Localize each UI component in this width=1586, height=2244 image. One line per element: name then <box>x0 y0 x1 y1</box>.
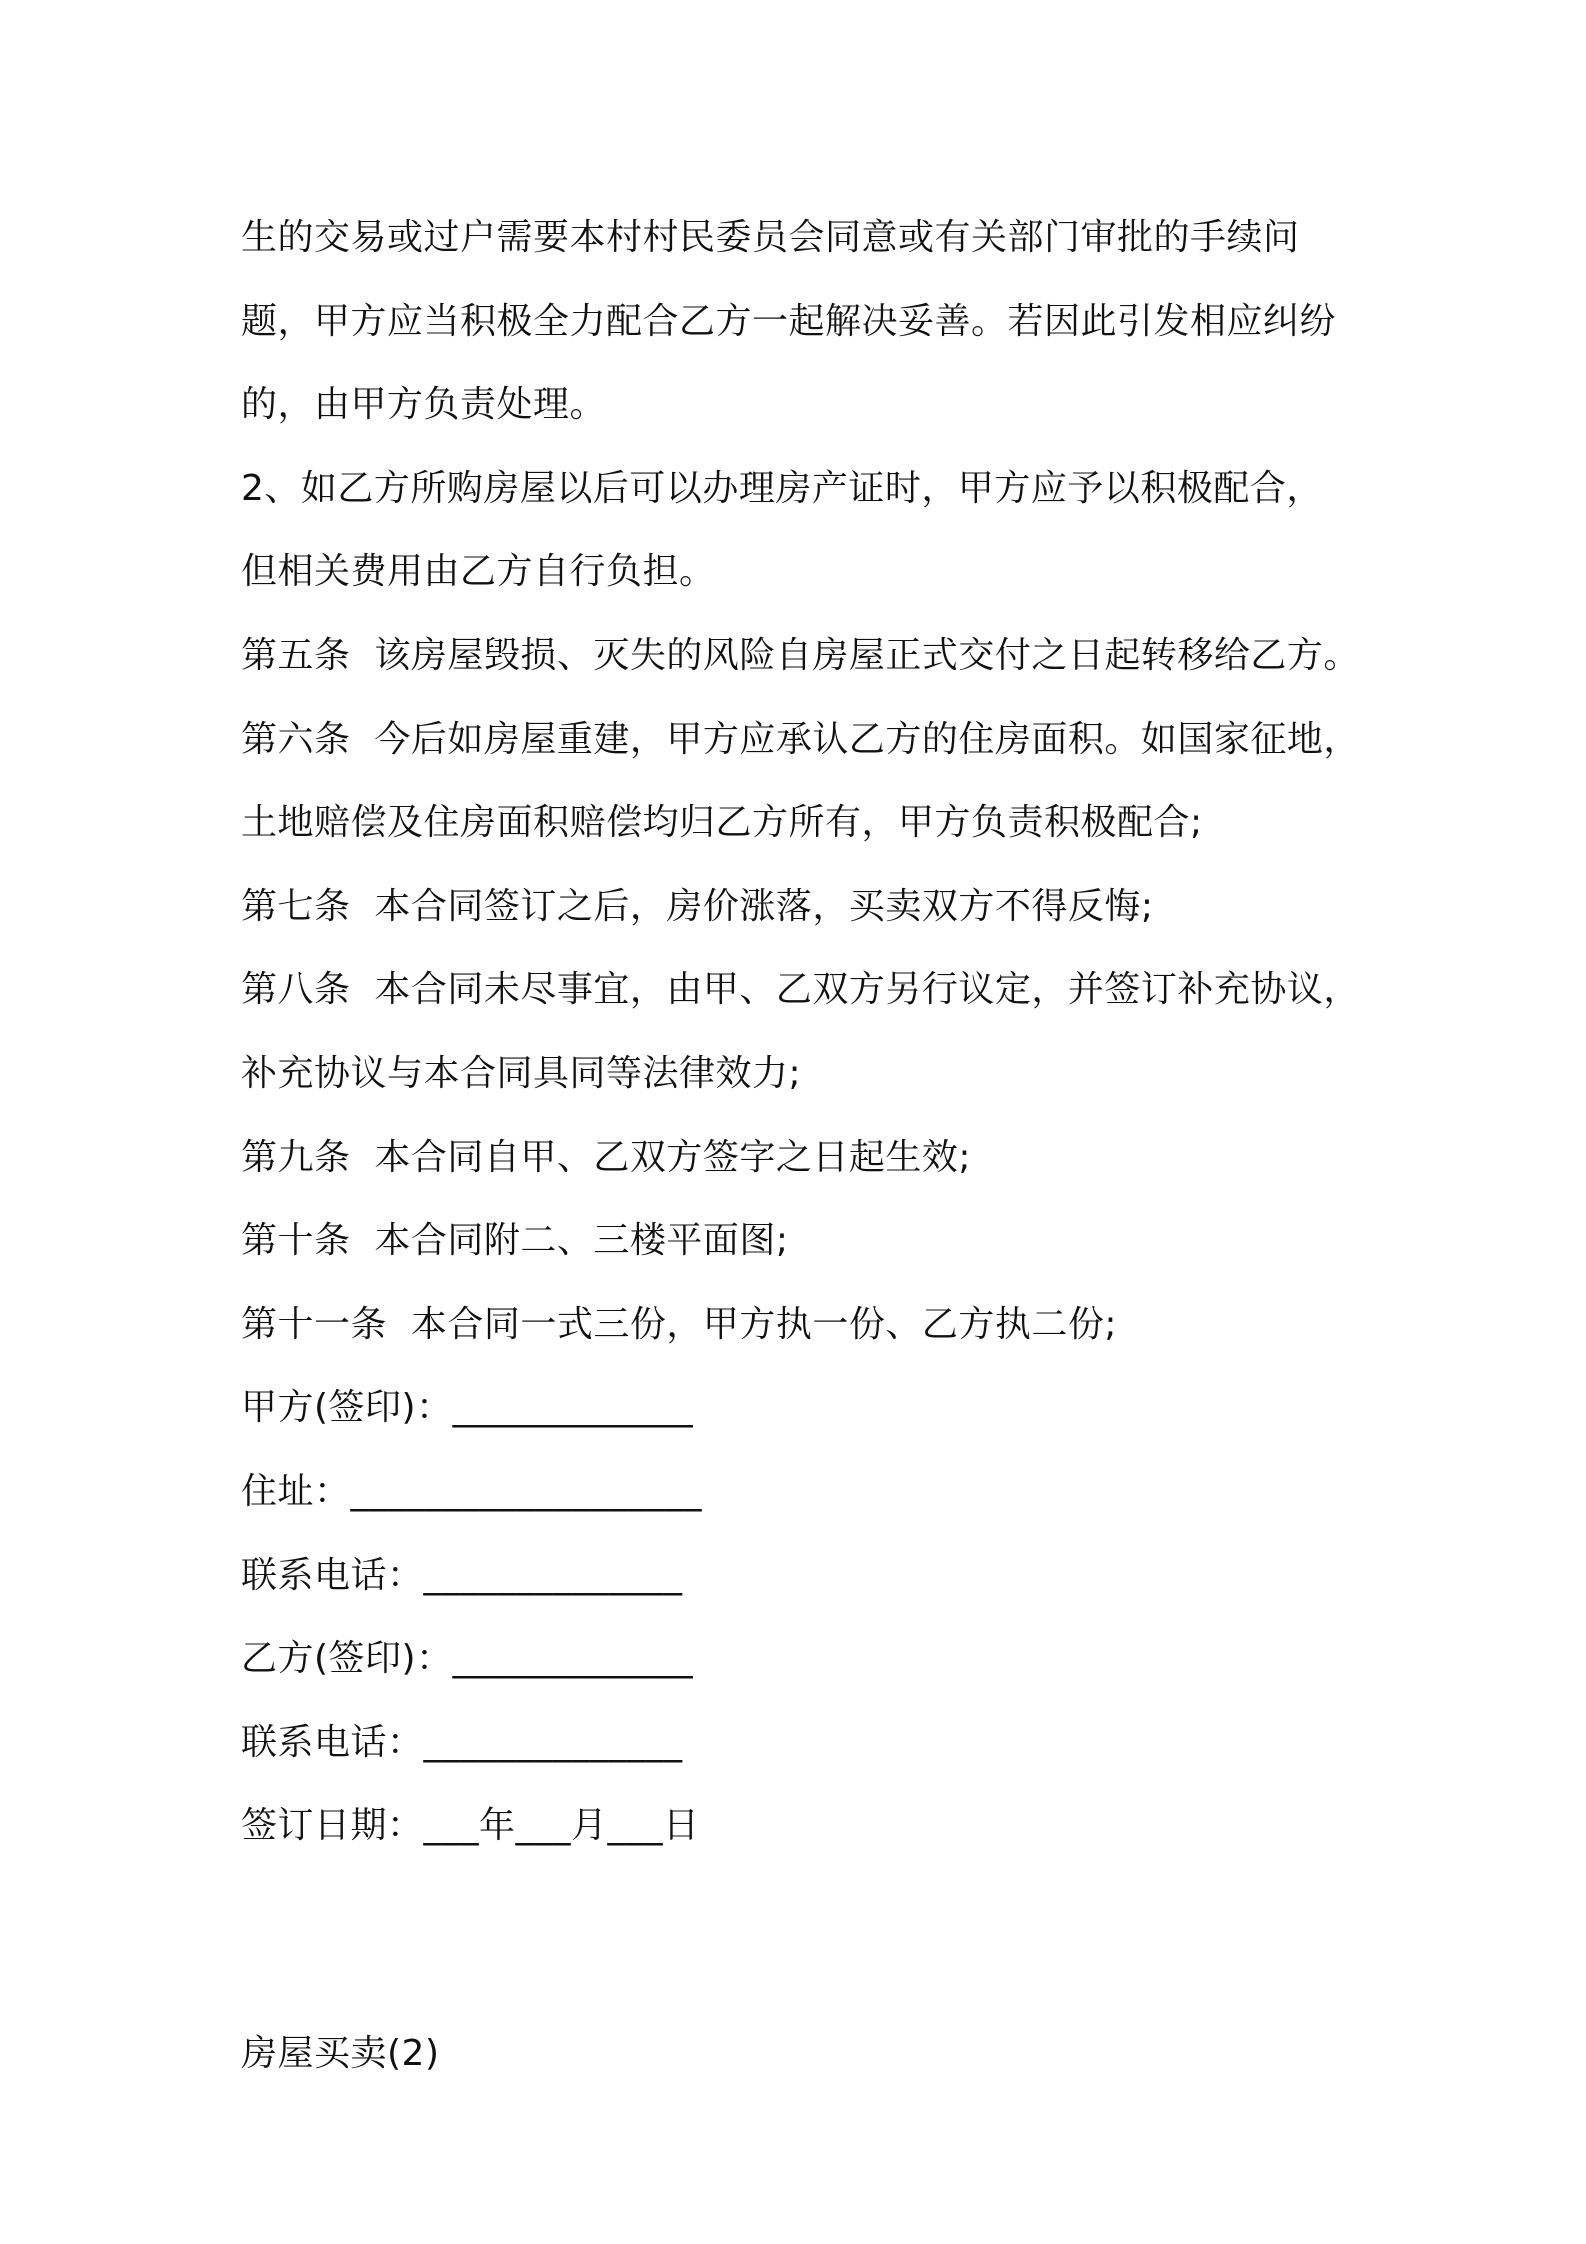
party-b-phone: 联系电话：______________ <box>241 1721 683 1763</box>
section-title: 房屋买卖(2) <box>241 2032 440 2074</box>
clause-line: 但相关费用由乙方自行负担。 <box>241 551 716 593</box>
section-gap <box>241 1868 1371 2012</box>
document-body <box>241 196 1371 2095</box>
clause-line: 生的交易或过户需要本村村民委员会同意或有关部门审批的手续问 <box>241 217 1300 258</box>
clause-line: 题，甲方应当积极全力配合乙方一起解决妥善。若因此引发相应纠纷 <box>241 300 1337 342</box>
clause-line: 2、如乙方所购房屋以后可以办理房产证时，甲方应予以积极配合， <box>241 467 1323 509</box>
clause-5: 第五条 该房屋毁损、灭失的风险自房屋正式交付之日起转移给乙方。 <box>241 634 1360 676</box>
clause-8-cont: 补充协议与本合同具同等法律效力; <box>241 1052 802 1094</box>
clause-11: 第十一条 本合同一式三份，甲方执一份、乙方执二份; <box>241 1303 1118 1345</box>
clause-10: 第十条 本合同附二、三楼平面图; <box>241 1220 789 1262</box>
clause-8: 第八条 本合同未尽事宜，由甲、乙双方另行议定，并签订补充协议， <box>241 969 1360 1011</box>
clause-9: 第九条 本合同自甲、乙双方签字之日起生效; <box>241 1136 972 1178</box>
party-b-signature: 乙方(签印)：_____________ <box>241 1638 694 1680</box>
signing-date: 签订日期：___年___月___日 <box>241 1805 700 1847</box>
clause-6-cont: 土地赔偿及住房面积赔偿均归乙方所有，甲方负责积极配合; <box>241 802 1203 844</box>
address-field: 住址：___________________ <box>241 1470 703 1512</box>
clause-7: 第七条 本合同签订之后，房价涨落，买卖双方不得反悔; <box>241 885 1154 927</box>
clause-line: 的，由甲方负责处理。 <box>241 384 607 426</box>
party-a-phone: 联系电话：______________ <box>241 1554 683 1596</box>
party-a-signature: 甲方(签印)：_____________ <box>241 1387 694 1429</box>
clause-6: 第六条 今后如房屋重建，甲方应承认乙方的住房面积。如国家征地， <box>241 718 1360 760</box>
